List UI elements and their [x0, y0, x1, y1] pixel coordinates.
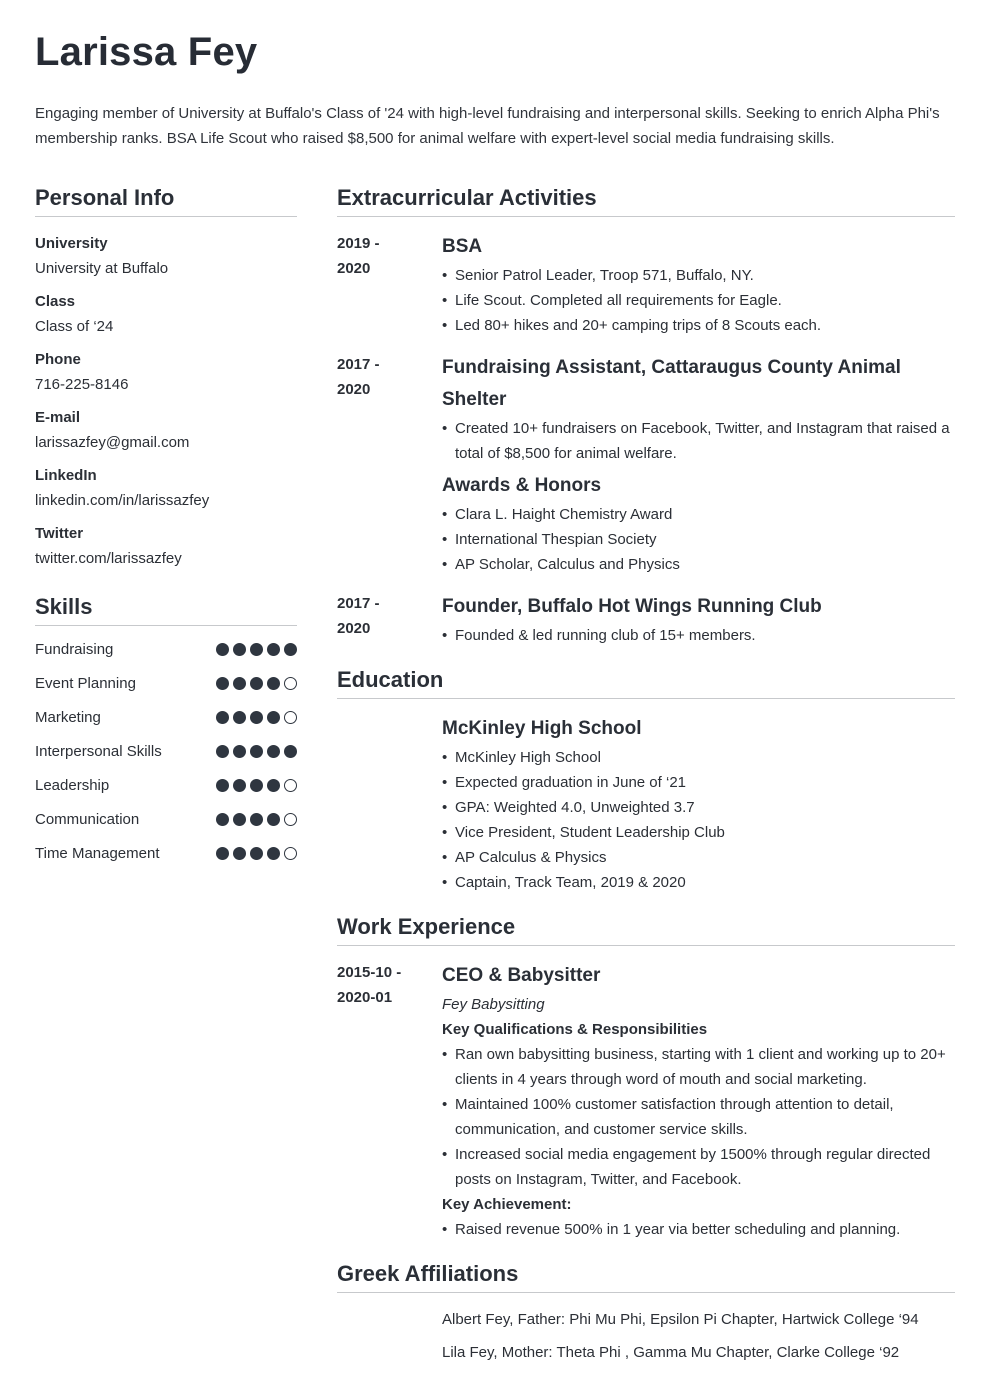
greek-section	[337, 1260, 955, 1373]
resume-summary: Engaging member of University at Buffalo's Class of '24 with high-level fundraising and interpersonal skills. Seeking to enrich Alpha Phi's membership ranks. BSA Life Scout who raised $8,500 for animal welfare with expert-level social media fundraising skills.	[35, 105, 940, 147]
bullet-item: • Founded & led running club of 15+ members.	[442, 623, 955, 648]
skill-name: Interpersonal Skills	[35, 742, 162, 760]
info-university	[35, 231, 297, 281]
rating-dot-filled	[216, 779, 229, 792]
rating-dot-empty	[284, 677, 297, 690]
info-value: 716-225-8146	[35, 376, 129, 393]
info-label: LinkedIn	[35, 467, 97, 484]
bullet-item: • Captain, Track Team, 2019 & 2020	[442, 870, 955, 895]
bullet-item: • Led 80+ hikes and 20+ camping trips of 8 Scouts each.	[442, 313, 955, 338]
entry-title: Fundraising Assistant, Cattaraugus County Animal Shelter	[442, 357, 901, 410]
skill-rating	[216, 643, 297, 656]
skill-row	[35, 666, 297, 700]
bullet-item: • Maintained 100% customer satisfaction through attention to detail, communication, and customer service skills.	[442, 1092, 955, 1142]
skill-rating	[216, 779, 297, 792]
extracurricular-heading: Extracurricular Activities	[337, 184, 955, 217]
skill-row	[35, 768, 297, 802]
rating-dot-filled	[284, 643, 297, 656]
info-phone	[35, 347, 297, 397]
bullet-item: • Clara L. Haight Chemistry Award	[442, 502, 955, 527]
awards-heading: Awards & Honors	[442, 475, 602, 496]
entry-content	[442, 352, 955, 577]
date-start: 2015-10 -	[337, 964, 402, 981]
rating-dot-empty	[284, 813, 297, 826]
rating-dot-filled	[216, 847, 229, 860]
activity-entry	[337, 231, 955, 338]
entry-date	[337, 231, 442, 338]
work-entry	[337, 960, 955, 1242]
education-section	[337, 666, 955, 895]
entry-title: BSA	[442, 236, 483, 257]
achievement-bullets	[442, 1217, 955, 1242]
info-label: Class	[35, 293, 76, 310]
skill-name: Communication	[35, 810, 140, 828]
personal-info-list	[35, 231, 297, 571]
info-label: Twitter	[35, 525, 84, 542]
rating-dot-filled	[267, 711, 280, 724]
bullet-item: • Increased social media engagement by 1500% through regular directed posts on Instagram, Twitter, and Facebook.	[442, 1142, 955, 1192]
rating-dot-filled	[267, 643, 280, 656]
skills-list	[35, 632, 297, 870]
rating-dot-filled	[233, 813, 246, 826]
rating-dot-filled	[216, 643, 229, 656]
rating-dot-filled	[250, 643, 263, 656]
rating-dot-filled	[267, 779, 280, 792]
bullet-item: • International Thespian Society	[442, 527, 955, 552]
bullet-item: • AP Calculus & Physics	[442, 845, 955, 870]
skills-heading: Skills	[35, 593, 297, 626]
skill-rating	[216, 847, 297, 860]
info-value: larissazfey@gmail.com	[35, 434, 190, 451]
info-label: University	[35, 235, 108, 252]
skill-name: Marketing	[35, 708, 101, 726]
entry-date	[337, 591, 442, 648]
activity-entry	[337, 352, 955, 577]
left-column	[35, 184, 297, 870]
rating-dot-filled	[233, 847, 246, 860]
info-email	[35, 405, 297, 455]
rating-dot-filled	[250, 745, 263, 758]
company-name: Fey Babysitting	[442, 996, 545, 1013]
entry-date	[337, 1307, 442, 1373]
info-label: E-mail	[35, 409, 81, 426]
entry-bullets	[442, 416, 955, 466]
qualifications-bullets	[442, 1042, 955, 1192]
info-value: Class of ‘24	[35, 318, 114, 335]
rating-dot-filled	[250, 677, 263, 690]
entry-date	[337, 960, 442, 1242]
rating-dot-filled	[216, 677, 229, 690]
skill-row	[35, 836, 297, 870]
job-title: CEO & Babysitter	[442, 965, 601, 986]
bullet-item: • Life Scout. Completed all requirements for Eagle.	[442, 288, 955, 313]
rating-dot-filled	[250, 711, 263, 724]
skill-row	[35, 700, 297, 734]
rating-dot-filled	[233, 677, 246, 690]
skill-rating	[216, 677, 297, 690]
skill-name: Leadership	[35, 776, 110, 794]
qualifications-heading: Key Qualifications & Responsibilities	[442, 1021, 708, 1038]
skill-name: Time Management	[35, 844, 160, 862]
bullet-item: • Expected graduation in June of ‘21	[442, 770, 955, 795]
rating-dot-filled	[267, 813, 280, 826]
rating-dot-filled	[233, 779, 246, 792]
rating-dot-filled	[267, 677, 280, 690]
date-start: 2017 -	[337, 356, 380, 373]
rating-dot-filled	[233, 711, 246, 724]
education-heading: Education	[337, 666, 955, 699]
skill-name: Fundraising	[35, 640, 114, 658]
rating-dot-empty	[284, 779, 297, 792]
rating-dot-filled	[233, 745, 246, 758]
entry-bullets	[442, 623, 955, 648]
right-column	[337, 184, 955, 1373]
bullet-item: • Ran own babysitting business, starting with 1 client and working up to 20+ clients in 4 years through word of mouth and social marketing.	[442, 1042, 955, 1092]
date-end: 2020	[337, 381, 371, 398]
bullet-item: • Raised revenue 500% in 1 year via better scheduling and planning.	[442, 1217, 955, 1242]
rating-dot-filled	[267, 847, 280, 860]
date-end: 2020	[337, 620, 371, 637]
info-linkedin	[35, 463, 297, 513]
rating-dot-empty	[284, 847, 297, 860]
info-label: Phone	[35, 351, 81, 368]
greek-item: Lila Fey, Mother: Theta Phi , Gamma Mu Chapter, Clarke College ‘92	[442, 1344, 900, 1361]
rating-dot-filled	[267, 745, 280, 758]
rating-dot-filled	[233, 643, 246, 656]
education-entry	[337, 713, 955, 895]
entry-content	[442, 231, 955, 338]
skill-name: Event Planning	[35, 674, 136, 692]
info-class	[35, 289, 297, 339]
entry-title: Founder, Buffalo Hot Wings Running Club	[442, 596, 822, 617]
personal-info-heading: Personal Info	[35, 184, 297, 217]
entry-date	[337, 352, 442, 577]
skill-rating	[216, 711, 297, 724]
info-twitter	[35, 521, 297, 571]
achievement-heading: Key Achievement:	[442, 1196, 572, 1213]
bullet-item: • Vice President, Student Leadership Club	[442, 820, 955, 845]
rating-dot-filled	[284, 745, 297, 758]
rating-dot-filled	[250, 779, 263, 792]
rating-dot-filled	[250, 847, 263, 860]
rating-dot-filled	[216, 711, 229, 724]
work-section	[337, 913, 955, 1242]
info-value: linkedin.com/in/larissazfey	[35, 492, 210, 509]
info-value: twitter.com/larissazfey	[35, 550, 182, 567]
skill-row	[35, 802, 297, 836]
work-heading: Work Experience	[337, 913, 955, 946]
resume-name: Larissa Fey	[35, 30, 258, 74]
greek-item: Albert Fey, Father: Phi Mu Phi, Epsilon Pi Chapter, Hartwick College ‘94	[442, 1311, 919, 1328]
date-end: 2020-01	[337, 989, 393, 1006]
skill-rating	[216, 813, 297, 826]
extracurricular-section	[337, 184, 955, 648]
entry-content	[442, 1307, 955, 1373]
entry-content	[442, 591, 955, 648]
awards-bullets	[442, 502, 955, 577]
bullet-item: • McKinley High School	[442, 745, 955, 770]
education-bullets	[442, 745, 955, 895]
entry-bullets	[442, 263, 955, 338]
bullet-item: • GPA: Weighted 4.0, Unweighted 3.7	[442, 795, 955, 820]
skill-rating	[216, 745, 297, 758]
info-value: University at Buffalo	[35, 260, 169, 277]
entry-date	[337, 713, 442, 895]
date-start: 2019 -	[337, 235, 380, 252]
greek-heading: Greek Affiliations	[337, 1260, 955, 1293]
greek-entry	[337, 1307, 955, 1373]
school-name: McKinley High School	[442, 718, 642, 739]
rating-dot-empty	[284, 711, 297, 724]
bullet-item: • Senior Patrol Leader, Troop 571, Buffalo, NY.	[442, 263, 955, 288]
entry-content	[442, 960, 955, 1242]
date-end: 2020	[337, 260, 371, 277]
bullet-item: • AP Scholar, Calculus and Physics	[442, 552, 955, 577]
rating-dot-filled	[250, 813, 263, 826]
skill-row	[35, 734, 297, 768]
skill-row	[35, 632, 297, 666]
date-start: 2017 -	[337, 595, 380, 612]
rating-dot-filled	[216, 745, 229, 758]
rating-dot-filled	[216, 813, 229, 826]
activity-entry	[337, 591, 955, 648]
entry-content	[442, 713, 955, 895]
bullet-item: • Created 10+ fundraisers on Facebook, Twitter, and Instagram that raised a total of $8,500 for animal welfare.	[442, 416, 955, 466]
